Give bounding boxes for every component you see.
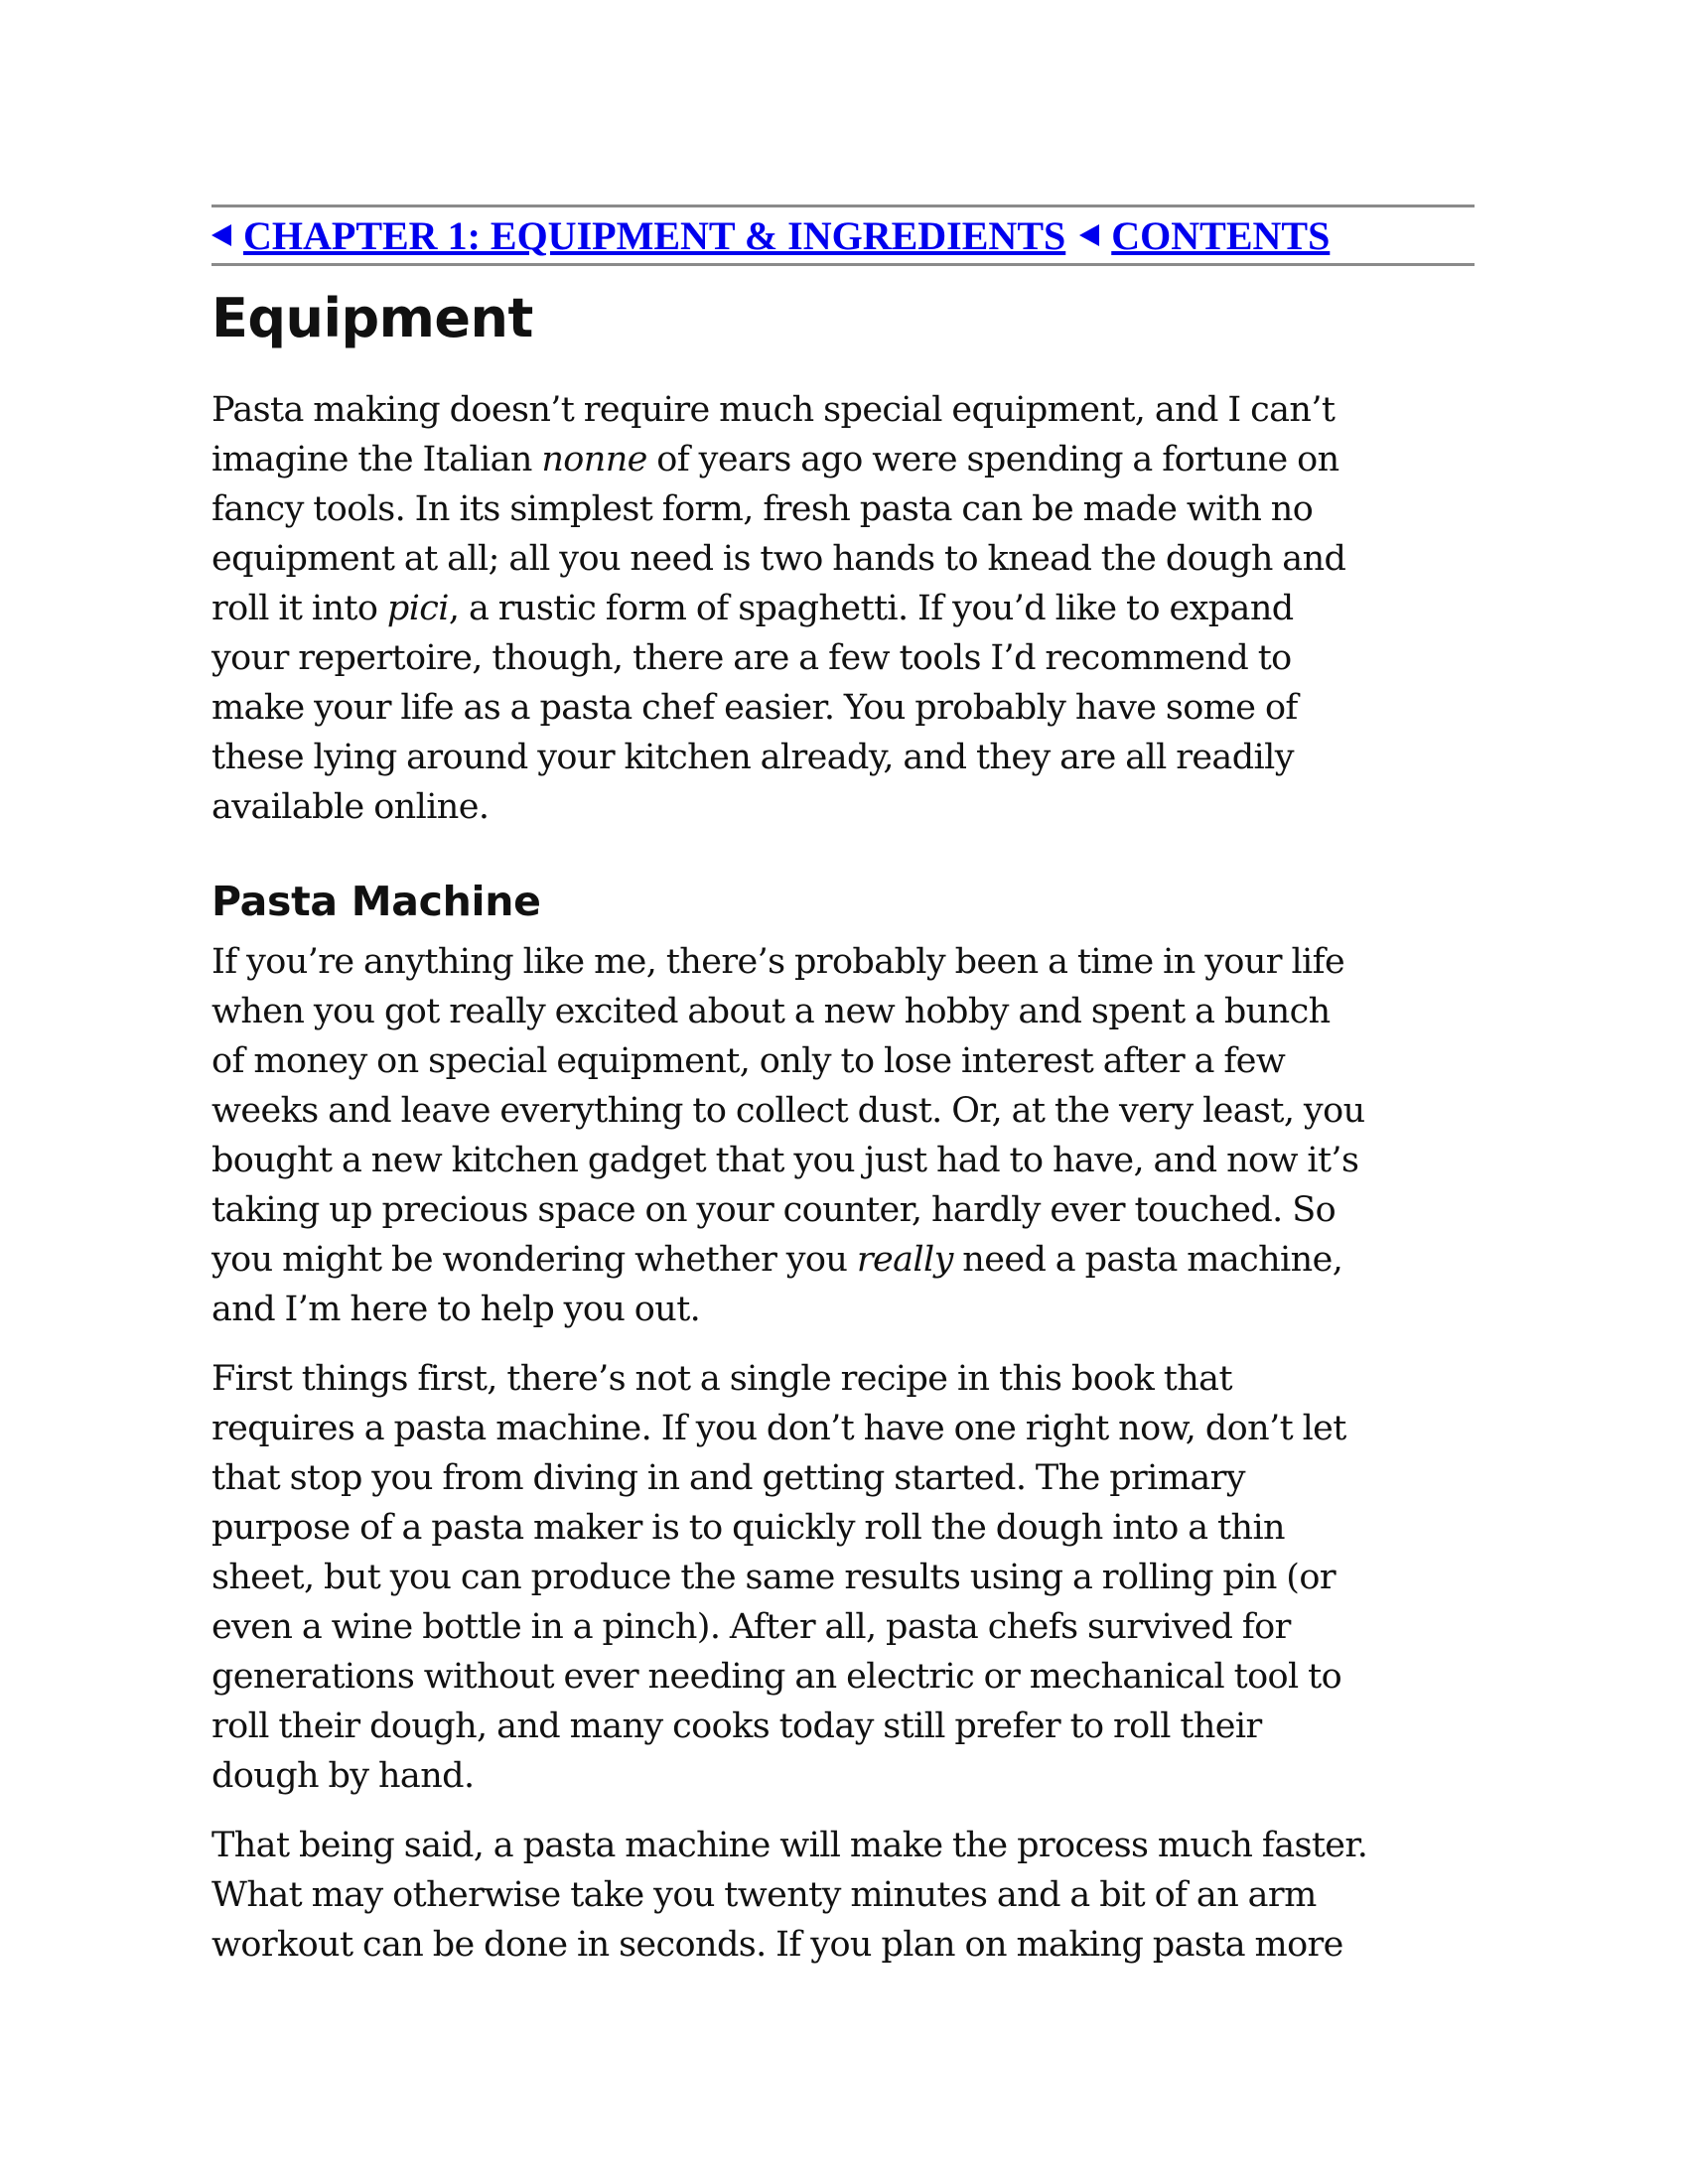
chapter-navigation <box>211 205 1475 266</box>
text-line: If you’re anything like me, there’s probably been a time in your life <box>211 942 1345 982</box>
chapter-link[interactable] <box>211 212 1065 259</box>
text-line: when you got really excited about a new hobby and spent a bunch <box>211 992 1331 1031</box>
text-line: First things first, there’s not a single recipe in this book that <box>211 1359 1232 1399</box>
text-line: and I’m here to help you out. <box>211 1290 701 1329</box>
text-line: imagine the Italian nonne of years ago were spending a fortune on <box>211 440 1339 479</box>
text-line: of money on special equipment, only to lose interest after a few <box>211 1041 1286 1081</box>
triangle-left-icon <box>1079 224 1099 246</box>
body-paragraph <box>211 937 1475 1334</box>
document-page <box>211 205 1475 1989</box>
text-line: your repertoire, though, there are a few tools I’d recommend to <box>211 638 1292 678</box>
italic-word: pici <box>386 589 449 628</box>
contents-link-label: CONTENTS <box>1111 212 1331 258</box>
text-line: even a wine bottle in a pinch). After all, pasta chefs survived for <box>211 1607 1291 1647</box>
page-title: Equipment <box>211 287 533 349</box>
text-line: Pasta making doesn’t require much special equipment, and I can’t <box>211 390 1336 430</box>
text-line: you might be wondering whether you really need a pasta machine, <box>211 1240 1343 1280</box>
text-line: that stop you from diving in and getting started. The primary <box>211 1458 1245 1498</box>
contents-link[interactable] <box>1079 212 1330 259</box>
section-heading: Pasta Machine <box>211 878 541 925</box>
text-line: roll it into pici, a rustic form of spaghetti. If you’d like to expand <box>211 589 1294 628</box>
text-line: fancy tools. In its simplest form, fresh pasta can be made with no <box>211 489 1314 529</box>
text-line: dough by hand. <box>211 1756 475 1796</box>
chapter-link-label: CHAPTER 1: EQUIPMENT & INGREDIENTS <box>243 212 1066 258</box>
text-line: sheet, but you can produce the same results using a rolling pin (or <box>211 1558 1336 1597</box>
text-line: weeks and leave everything to collect dust. Or, at the very least, you <box>211 1091 1365 1131</box>
text-line: What may otherwise take you twenty minutes and a bit of an arm <box>211 1875 1317 1915</box>
text-line: workout can be done in seconds. If you plan on making pasta more <box>211 1925 1343 1965</box>
italic-word: nonne <box>541 440 647 479</box>
italic-word: really <box>856 1240 953 1280</box>
text-line: That being said, a pasta machine will make the process much faster. <box>211 1826 1368 1865</box>
text-line: taking up precious space on your counter, hardly ever touched. So <box>211 1190 1336 1230</box>
text-line: generations without ever needing an electric or mechanical tool to <box>211 1657 1342 1697</box>
text-line: roll their dough, and many cooks today still prefer to roll their <box>211 1706 1262 1746</box>
body-paragraph <box>211 1821 1475 1970</box>
text-line: purpose of a pasta maker is to quickly roll the dough into a thin <box>211 1508 1285 1548</box>
text-line: available online. <box>211 787 490 827</box>
body-paragraph <box>211 1354 1475 1801</box>
triangle-left-icon <box>211 224 231 246</box>
intro-paragraph <box>211 385 1475 832</box>
text-line: requires a pasta machine. If you don’t have one right now, don’t let <box>211 1409 1346 1448</box>
text-line: bought a new kitchen gadget that you just had to have, and now it’s <box>211 1141 1359 1180</box>
text-line: equipment at all; all you need is two hands to knead the dough and <box>211 539 1346 579</box>
text-line: these lying around your kitchen already, and they are all readily <box>211 738 1294 777</box>
text-line: make your life as a pasta chef easier. You probably have some of <box>211 688 1298 728</box>
